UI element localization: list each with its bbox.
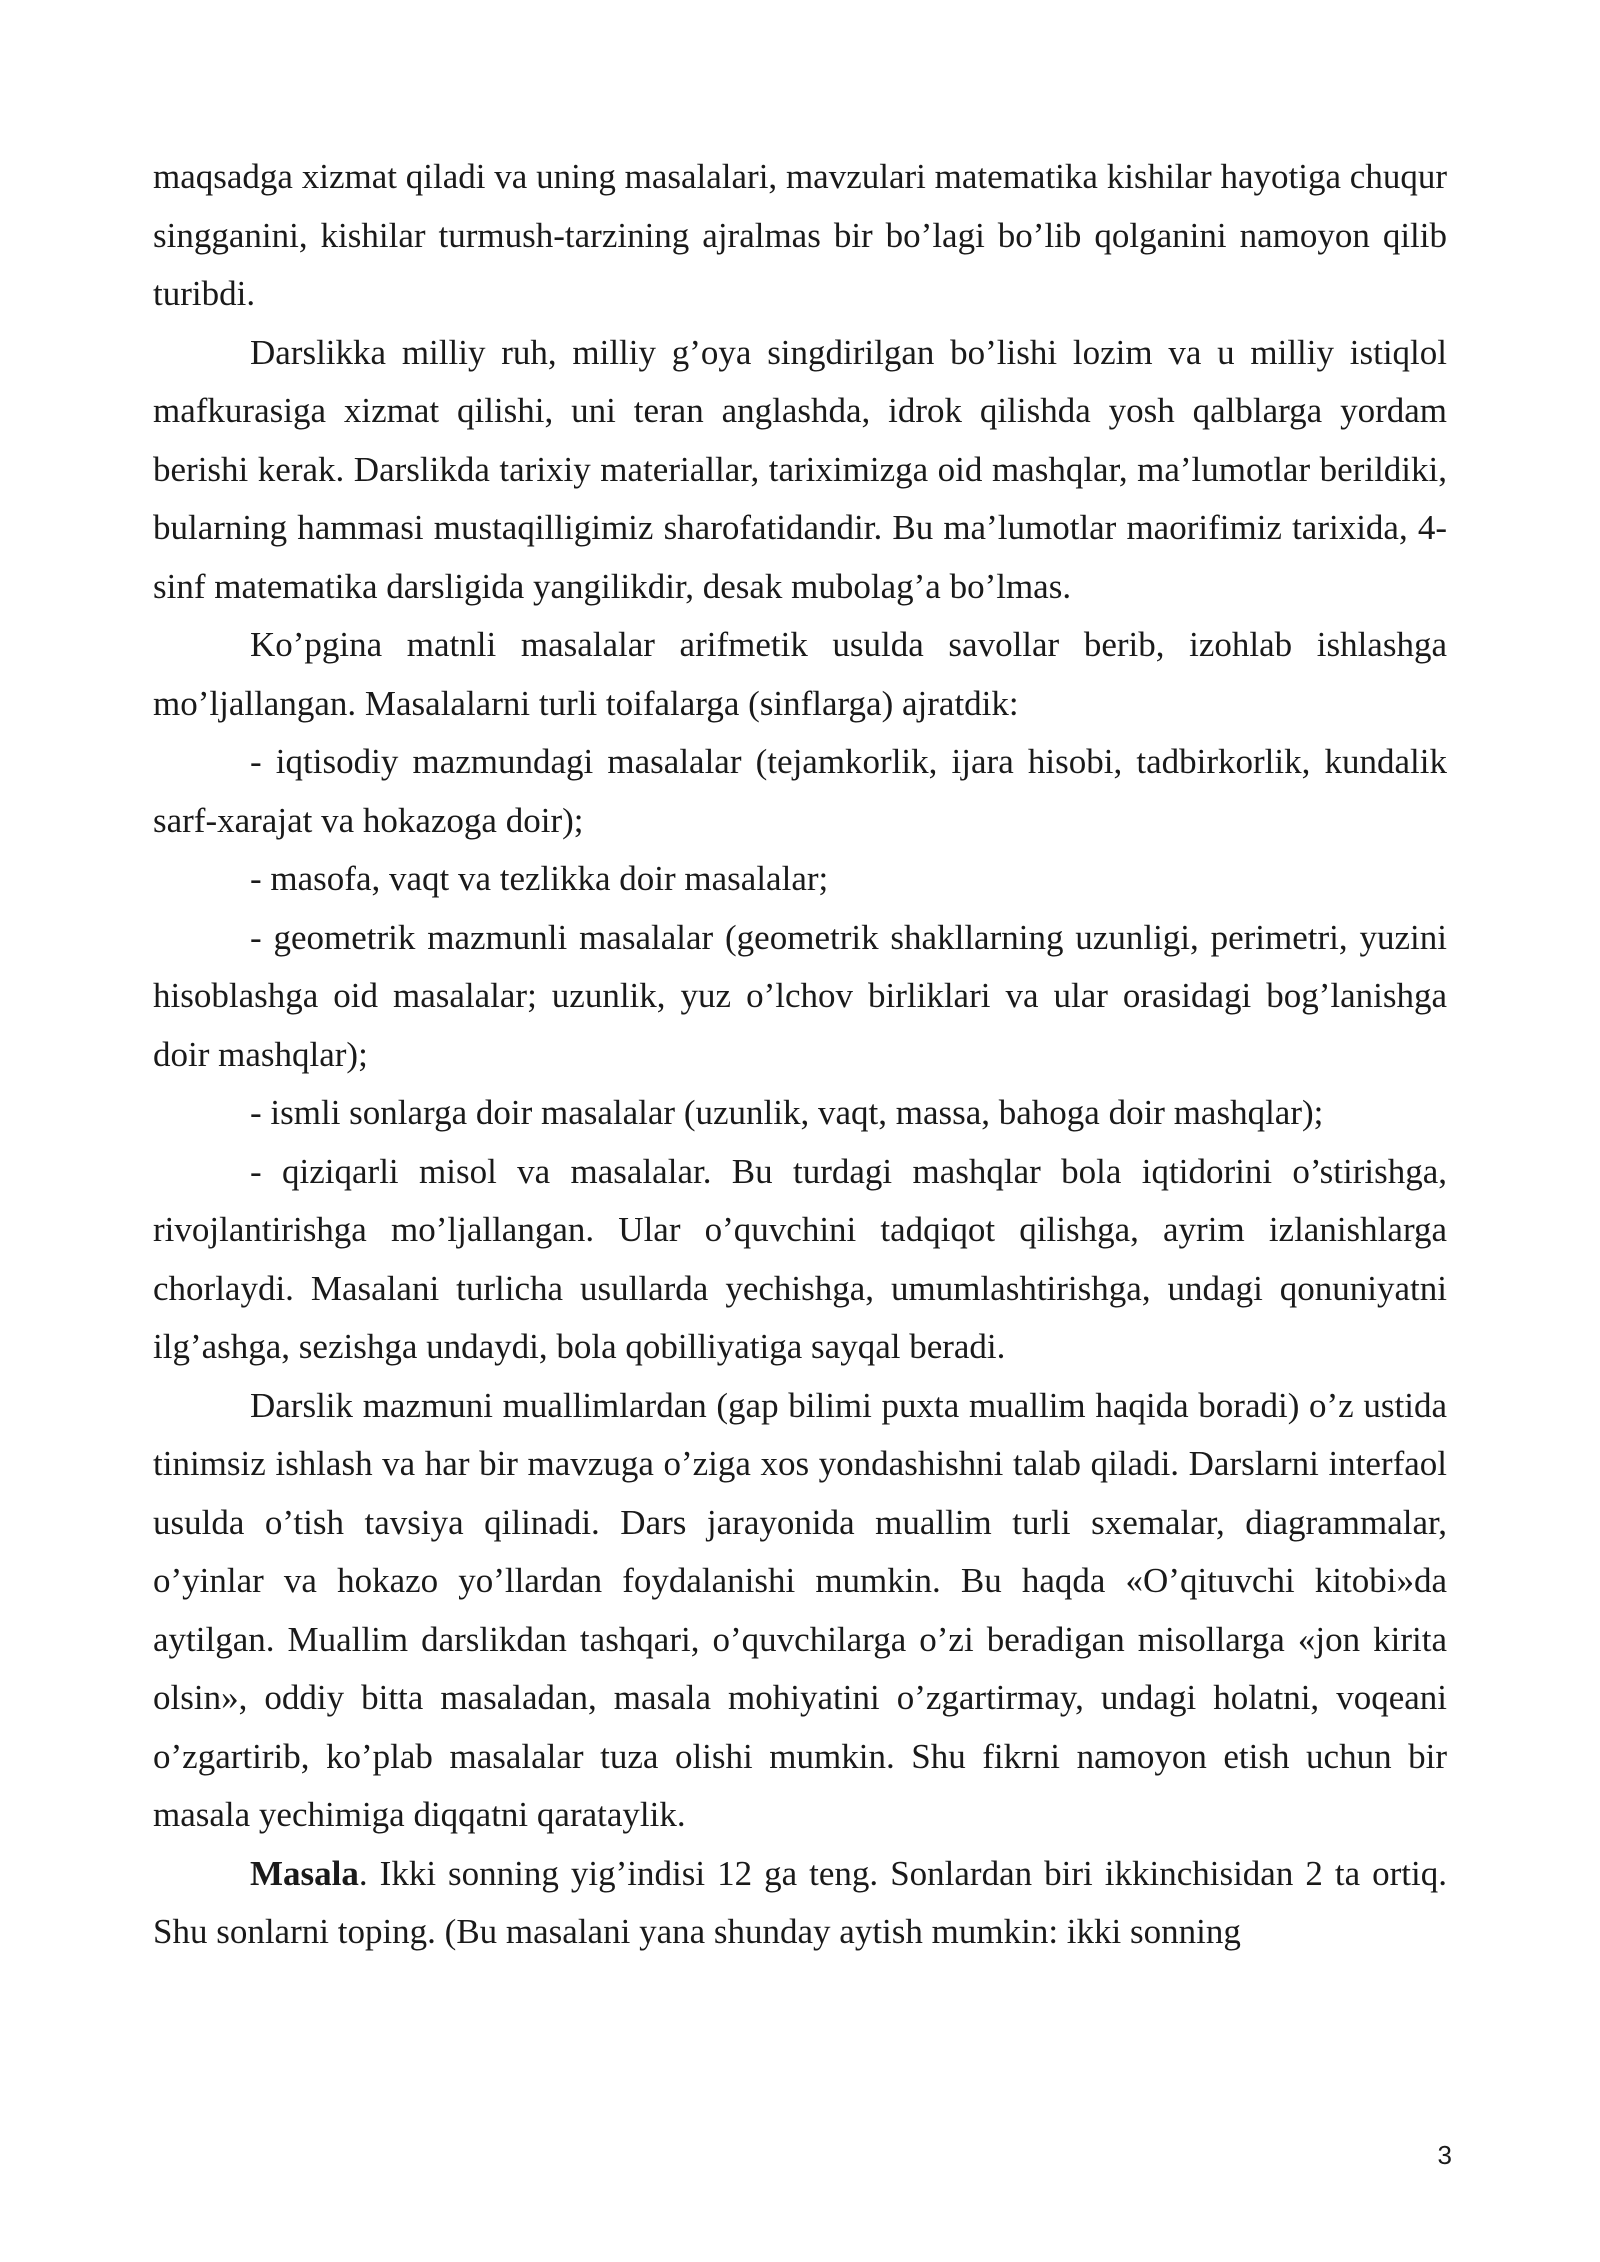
paragraph-2: Darslikka milliy ruh, milliy g’oya singdirilgan bo’lishi lozim va u milliy istiqlol mafkurasiga xizmat qilishi, uni teran anglashda, idrok qilishda yosh qalblarga yordam berishi kerak. Darslikda tarixiy materiallar, tariximizga oid mashqlar, ma’lumotlar berildiki, bularning hammasi mustaqilligimiz sharofatidandir. Bu ma’lumotlar maorifimiz tarixida, 4-sinf matematika darsligida yangilikdir, desak mubolag’a bo’lmas. [153, 332, 1447, 606]
paragraph-3: Ko’pgina matnli masalalar arifmetik usulda savollar berib, izohlab ishlashga mo’ljallangan. Masalalarni turli toifalarga (sinflarga) ajratdik: [153, 625, 1447, 723]
page-number: 3 [1437, 2140, 1452, 2170]
list-item-interesting-problems: - qiziqarli misol va masalalar. Bu turdagi mashqlar bola iqtidorini o’stirishga, rivojlantirishga mo’ljallangan. Ular o’quvchini tadqiqot qilishga, ayrim izlanishlarga chorlaydi. Masalani turlicha usullarda yechishga, umumlashtirishga, undagi qonuniyatni ilg’ashga, sezishga undaydi, bola qobilliyatiga sayqal beradi. [153, 1151, 1447, 1366]
problem-paragraph [153, 1845, 1447, 1962]
problem-label: Masala [250, 1853, 359, 1893]
body-text [153, 148, 1447, 1962]
list-item-distance-problems: - masofa, vaqt va tezlikka doir masalalar; [250, 859, 829, 898]
list-item-economic-problems: - iqtisodiy mazmundagi masalalar (tejamkorlik, ijara hisobi, tadbirkorlik, kundalik sarf-xarajat va hokazoga doir); [153, 742, 1447, 840]
list-item-geometric-problems: - geometrik mazmunli masalalar (geometrik shakllarning uzunligi, perimetri, yuzini hisoblashga oid masalalar; uzunlik, yuz o’lchov birliklari va ular orasidagi bog’lanishga doir mashqlar); [153, 917, 1447, 1074]
list-item-named-numbers-problems: - ismli sonlarga doir masalalar (uzunlik, vaqt, massa, bahoga doir mashqlar); [250, 1093, 1324, 1132]
problem-text: . Ikki sonning yig’indisi 12 ga teng. Sonlardan biri ikkinchisidan 2 ta ortiq. Shu sonlarni toping. (Bu masalani yana shunday aytish mumkin: ikki sonning [153, 1853, 1447, 1951]
paragraph-9: Darslik mazmuni muallimlardan (gap bilimi puxta muallim haqida boradi) o’z ustida tinimsiz ishlash va har bir mavzuga o’ziga xos yondashishni talab qiladi. Darslarni interfaol usulda o’tish tavsiya qilinadi. Dars jarayonida muallim turli sxemalar, diagrammalar, o’yinlar va hokazo yo’llardan foydalanishi mumkin. Bu haqda «O’qituvchi kitobi»da aytilgan. Muallim darslikdan tashqari, o’quvchilarga o’zi beradigan misollarga «jon kirita olsin», oddiy bitta masaladan, masala mohiyatini o’zgartirmay, undagi holatni, voqeani o’zgartirib, ko’plab masalalar tuza olishi mumkin. Shu fikrni namoyon etish uchun bir masala yechimiga diqqatni qarataylik. [153, 1385, 1447, 1834]
paragraph-1: maqsadga xizmat qiladi va uning masalalari, mavzulari matematika kishilar hayotiga chuqur singganini, kishilar turmush-tarzining ajralmas bir bo’lagi bo’lib qolganini namoyon qilib turibdi. [153, 157, 1447, 313]
